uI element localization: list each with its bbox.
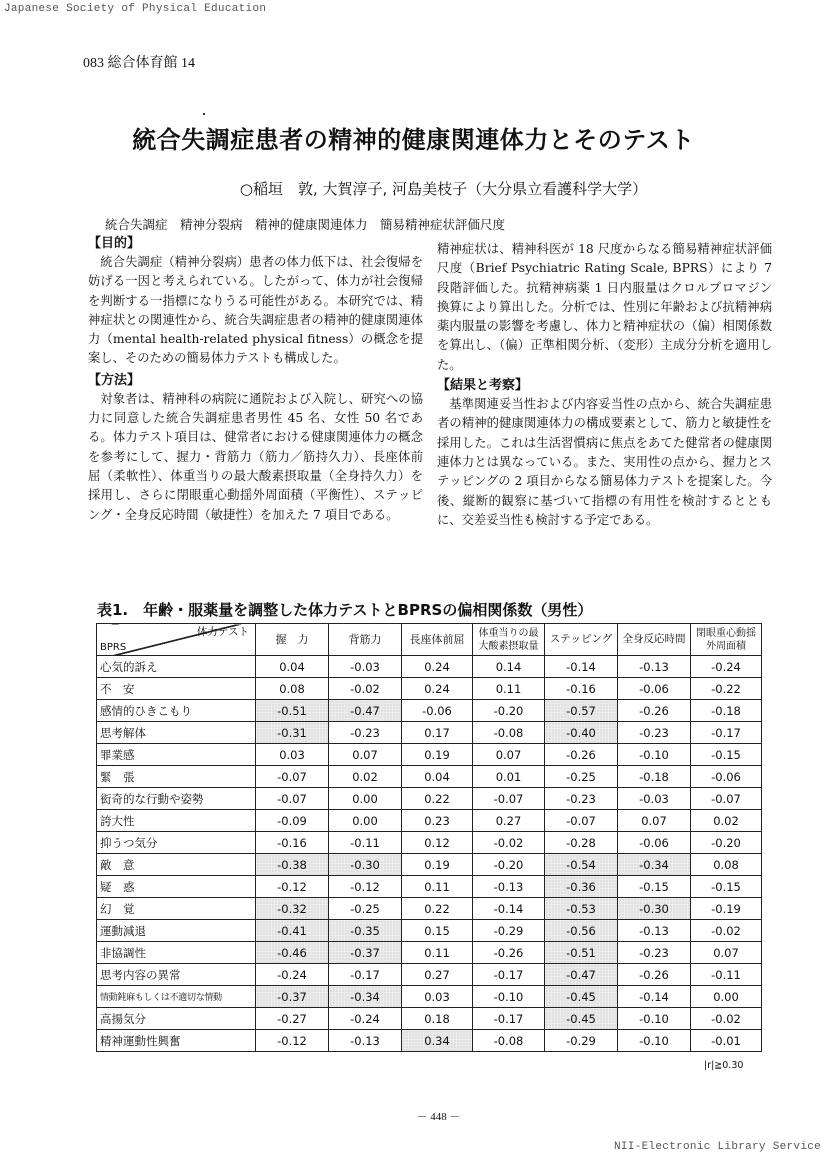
- method-text-continued: 精神症状は、精神科医が 18 尺度からなる簡易精神症状評価尺度（Brief Psychiatric Rating Scale, BPRS）により 7 段階評価した。抗精神病薬 1 日内服量はクロルプロマジン換算により算出した。分析では、性別に年齢および抗精神病薬内服量の影響を考慮し、体力と精神症状の（偏）相関係数を算出し、（偏）正準相関分析、（変形）主成分分析を適用した。: [437, 242, 772, 372]
- table-header-row: [97, 624, 762, 656]
- correlation-cell: -0.23: [545, 788, 618, 810]
- correlation-cell: -0.02: [473, 832, 545, 854]
- correlation-table: [96, 623, 762, 1052]
- correlation-cell: -0.45: [545, 1008, 618, 1030]
- table-row: [97, 876, 762, 898]
- correlation-cell: -0.08: [473, 1030, 545, 1052]
- correlation-cell: 0.08: [256, 678, 329, 700]
- correlation-cell: 0.22: [402, 788, 473, 810]
- correlation-cell: -0.29: [473, 920, 545, 942]
- method-heading: 【方法】: [88, 372, 141, 388]
- correlation-cell: -0.10: [618, 1030, 691, 1052]
- correlation-cell: 0.02: [691, 810, 762, 832]
- correlation-cell: 0.07: [473, 744, 545, 766]
- table-row: [97, 1030, 762, 1052]
- table-row: [97, 964, 762, 986]
- row-label: 精神運動性興奮: [97, 1030, 256, 1052]
- row-label: 情動鈍麻もしくは不適切な情動: [97, 986, 256, 1008]
- row-label: 疑 惑: [97, 876, 256, 898]
- correlation-cell: -0.06: [691, 766, 762, 788]
- significance-note: |r|≧0.30: [704, 1060, 744, 1071]
- table-row: [97, 1008, 762, 1030]
- row-label: 不 安: [97, 678, 256, 700]
- correlation-cell: -0.32: [256, 898, 329, 920]
- correlation-cell: -0.29: [545, 1030, 618, 1052]
- correlation-cell: -0.14: [618, 986, 691, 1008]
- row-label: 緊 張: [97, 766, 256, 788]
- correlation-cell: -0.17: [473, 1008, 545, 1030]
- correlation-cell: 0.23: [402, 810, 473, 832]
- correlation-cell: -0.07: [545, 810, 618, 832]
- method-text: 対象者は、精神科の病院に通院および入院し、研究への協力に同意した統合失調症患者男性 45 名、女性 50 名である。体力テスト項目は、健常者における健康関連体力の概念を参考にして、握力・背筋力（筋力／筋持久力）、長座体前屈（柔軟性）、体重当りの最大酸素摂取量（全身持久力）を採用し、さらに閉眼重心動揺外周面積（平衡性）、ステッピング・全身反応時間（敏捷性）を加えた 7 項目である。: [88, 391, 423, 522]
- authors: ○稲垣 敦, 大賀淳子, 河島美枝子（大分県立看護科学大学）: [239, 180, 648, 198]
- correlation-cell: 0.34: [402, 1030, 473, 1052]
- correlation-cell: -0.18: [691, 700, 762, 722]
- correlation-cell: 0.19: [402, 744, 473, 766]
- left-column: [88, 234, 423, 525]
- correlation-cell: -0.17: [473, 964, 545, 986]
- column-header: 体重当りの最 大酸素摂取量: [473, 624, 545, 656]
- correlation-cell: -0.14: [473, 898, 545, 920]
- correlation-cell: 0.07: [618, 810, 691, 832]
- correlation-cell: 0.11: [402, 876, 473, 898]
- keywords: 統合失調症 精神分裂病 精神的健康関連体力 簡易精神症状評価尺度: [105, 217, 506, 232]
- table-row: [97, 854, 762, 876]
- correlation-cell: -0.31: [256, 722, 329, 744]
- row-label: 感情的ひきこもり: [97, 700, 256, 722]
- correlation-cell: -0.02: [691, 920, 762, 942]
- correlation-cell: -0.10: [473, 986, 545, 1008]
- column-header: ステッピング: [545, 624, 618, 656]
- row-label: 思考内容の異常: [97, 964, 256, 986]
- row-label: 衒奇的な行動や姿勢: [97, 788, 256, 810]
- correlation-cell: -0.40: [545, 722, 618, 744]
- correlation-cell: -0.09: [256, 810, 329, 832]
- column-header: 長座体前屈: [402, 624, 473, 656]
- correlation-cell: -0.19: [691, 898, 762, 920]
- row-label: 罪業感: [97, 744, 256, 766]
- correlation-cell: 0.17: [402, 722, 473, 744]
- correlation-cell: -0.17: [691, 722, 762, 744]
- row-label: 敵 意: [97, 854, 256, 876]
- correlation-cell: -0.23: [618, 722, 691, 744]
- row-label: 誇大性: [97, 810, 256, 832]
- correlation-cell: -0.15: [691, 744, 762, 766]
- correlation-cell: -0.10: [618, 744, 691, 766]
- correlation-cell: -0.35: [329, 920, 402, 942]
- results-text: 基準関連妥当性および内容妥当性の点から、統合失調症患者の精神的健康関連体力の構成要素として、筋力と敏捷性を採用した。これは生活習慣病に焦点をあてた健常者の健康関連体力とは異なっている。また、実用性の点から、握力とステッピングの 2 項目からなる簡易体力テストを提案した。今後、縦断的観察に基づいて指標の有用性を検討するとともに、交差妥当性も検討する予定である。: [437, 397, 772, 527]
- correlation-cell: 0.24: [402, 678, 473, 700]
- correlation-cell: -0.24: [691, 656, 762, 678]
- correlation-cell: -0.46: [256, 942, 329, 964]
- correlation-cell: -0.57: [545, 700, 618, 722]
- corner-label-bprs: BPRS: [100, 642, 127, 653]
- correlation-cell: -0.08: [473, 722, 545, 744]
- correlation-cell: -0.20: [473, 700, 545, 722]
- correlation-cell: -0.07: [256, 788, 329, 810]
- correlation-cell: -0.26: [618, 700, 691, 722]
- table-row: [97, 898, 762, 920]
- session-label: 083 総合体育館 14: [83, 56, 195, 71]
- correlation-cell: -0.13: [618, 656, 691, 678]
- table-row: [97, 700, 762, 722]
- correlation-cell: 0.03: [256, 744, 329, 766]
- column-header: 背筋力: [329, 624, 402, 656]
- correlation-cell: -0.28: [545, 832, 618, 854]
- correlation-cell: -0.37: [256, 986, 329, 1008]
- column-header: 握 力: [256, 624, 329, 656]
- row-label: 幻 覚: [97, 898, 256, 920]
- header-note: Japanese Society of Physical Education: [4, 3, 267, 15]
- row-label: 運動減退: [97, 920, 256, 942]
- correlation-cell: -0.07: [691, 788, 762, 810]
- correlation-cell: 0.11: [473, 678, 545, 700]
- correlation-cell: -0.03: [329, 656, 402, 678]
- correlation-cell: -0.25: [329, 898, 402, 920]
- correlation-cell: -0.07: [256, 766, 329, 788]
- correlation-cell: -0.02: [329, 678, 402, 700]
- column-header: 全身反応時間: [618, 624, 691, 656]
- correlation-cell: 0.12: [402, 832, 473, 854]
- correlation-cell: 0.04: [256, 656, 329, 678]
- row-label: 思考解体: [97, 722, 256, 744]
- correlation-cell: -0.22: [691, 678, 762, 700]
- table-row: [97, 722, 762, 744]
- correlation-cell: -0.15: [618, 876, 691, 898]
- correlation-cell: -0.47: [329, 700, 402, 722]
- correlation-cell: -0.36: [545, 876, 618, 898]
- table-row: [97, 920, 762, 942]
- correlation-cell: -0.23: [329, 722, 402, 744]
- correlation-cell: -0.51: [256, 700, 329, 722]
- results-heading: 【結果と考察】: [437, 378, 529, 394]
- scan-speck: [203, 113, 205, 115]
- correlation-cell: -0.06: [402, 700, 473, 722]
- correlation-cell: -0.12: [256, 1030, 329, 1052]
- row-label: 抑うつ気分: [97, 832, 256, 854]
- correlation-cell: -0.06: [618, 678, 691, 700]
- correlation-cell: -0.30: [618, 898, 691, 920]
- correlation-cell: -0.20: [473, 854, 545, 876]
- correlation-cell: 0.19: [402, 854, 473, 876]
- correlation-cell: -0.34: [618, 854, 691, 876]
- page-number: － 448 －: [416, 1111, 461, 1123]
- purpose-heading: 【目的】: [88, 236, 141, 251]
- paper-title: 統合失調症患者の精神的健康関連体力とそのテスト: [132, 126, 695, 154]
- correlation-cell: -0.53: [545, 898, 618, 920]
- correlation-cell: -0.37: [329, 942, 402, 964]
- table-body: [97, 656, 762, 1052]
- correlation-cell: 0.24: [402, 656, 473, 678]
- correlation-cell: -0.10: [618, 1008, 691, 1030]
- correlation-cell: -0.41: [256, 920, 329, 942]
- correlation-cell: 0.27: [402, 964, 473, 986]
- correlation-cell: -0.15: [691, 876, 762, 898]
- correlation-cell: -0.07: [473, 788, 545, 810]
- table-title: 表1. 年齢・服薬量を調整した体力テストとBPRSの偏相関係数（男性）: [97, 601, 593, 619]
- correlation-cell: 0.02: [329, 766, 402, 788]
- correlation-cell: -0.14: [545, 656, 618, 678]
- table-row: [97, 986, 762, 1008]
- correlation-cell: -0.16: [545, 678, 618, 700]
- correlation-cell: 0.00: [329, 810, 402, 832]
- row-label: 心気的訴え: [97, 656, 256, 678]
- correlation-cell: -0.26: [618, 964, 691, 986]
- correlation-cell: 0.07: [691, 942, 762, 964]
- correlation-cell: -0.16: [256, 832, 329, 854]
- correlation-cell: -0.24: [329, 1008, 402, 1030]
- correlation-cell: -0.20: [691, 832, 762, 854]
- correlation-cell: -0.11: [329, 832, 402, 854]
- correlation-cell: -0.06: [618, 832, 691, 854]
- correlation-cell: -0.12: [256, 876, 329, 898]
- table-row: [97, 744, 762, 766]
- table-row: [97, 832, 762, 854]
- correlation-cell: -0.03: [618, 788, 691, 810]
- correlation-cell: -0.23: [618, 942, 691, 964]
- correlation-cell: -0.11: [691, 964, 762, 986]
- correlation-cell: 0.18: [402, 1008, 473, 1030]
- correlation-cell: -0.01: [691, 1030, 762, 1052]
- purpose-text: 統合失調症（精神分裂病）患者の体力低下は、社会復帰を妨げる一因と考えられている。したがって、体力が社会復帰を判断する一指標になりうる可能性がある。本研究では、精神症状との関連性から、統合失調症患者の精神的健康関連体力（mental health-related physical fitness）の概念を提案し、そのための簡易体力テストも構成した。: [88, 255, 423, 366]
- correlation-cell: -0.34: [329, 986, 402, 1008]
- correlation-cell: -0.47: [545, 964, 618, 986]
- correlation-cell: -0.13: [618, 920, 691, 942]
- correlation-cell: -0.56: [545, 920, 618, 942]
- row-label: 高揚気分: [97, 1008, 256, 1030]
- correlation-cell: -0.13: [473, 876, 545, 898]
- correlation-cell: -0.12: [329, 876, 402, 898]
- table-row: [97, 810, 762, 832]
- correlation-cell: -0.17: [329, 964, 402, 986]
- correlation-cell: -0.45: [545, 986, 618, 1008]
- correlation-cell: -0.13: [329, 1030, 402, 1052]
- correlation-cell: -0.26: [473, 942, 545, 964]
- correlation-cell: 0.11: [402, 942, 473, 964]
- correlation-cell: -0.18: [618, 766, 691, 788]
- correlation-cell: -0.02: [691, 1008, 762, 1030]
- right-column: [437, 240, 772, 530]
- table-row: [97, 942, 762, 964]
- table-row: [97, 766, 762, 788]
- correlation-cell: 0.15: [402, 920, 473, 942]
- table-row: [97, 656, 762, 678]
- correlation-cell: 0.00: [329, 788, 402, 810]
- correlation-cell: 0.03: [402, 986, 473, 1008]
- row-label: 非協調性: [97, 942, 256, 964]
- table-corner-cell: [97, 624, 256, 656]
- correlation-cell: 0.07: [329, 744, 402, 766]
- correlation-cell: 0.01: [473, 766, 545, 788]
- table-row: [97, 788, 762, 810]
- correlation-cell: 0.00: [691, 986, 762, 1008]
- correlation-cell: 0.27: [473, 810, 545, 832]
- correlation-cell: -0.24: [256, 964, 329, 986]
- correlation-cell: -0.26: [545, 744, 618, 766]
- correlation-cell: -0.30: [329, 854, 402, 876]
- correlation-cell: -0.25: [545, 766, 618, 788]
- correlation-cell: -0.54: [545, 854, 618, 876]
- correlation-cell: 0.08: [691, 854, 762, 876]
- correlation-cell: -0.27: [256, 1008, 329, 1030]
- correlation-cell: -0.38: [256, 854, 329, 876]
- footer-note: NII-Electronic Library Service: [614, 1141, 822, 1153]
- correlation-cell: 0.14: [473, 656, 545, 678]
- column-header: 閉眼重心動揺 外周面積: [691, 624, 762, 656]
- table-row: [97, 678, 762, 700]
- corner-label-fitness: 体力テスト: [196, 626, 249, 638]
- correlation-cell: -0.51: [545, 942, 618, 964]
- correlation-cell: 0.04: [402, 766, 473, 788]
- correlation-cell: 0.22: [402, 898, 473, 920]
